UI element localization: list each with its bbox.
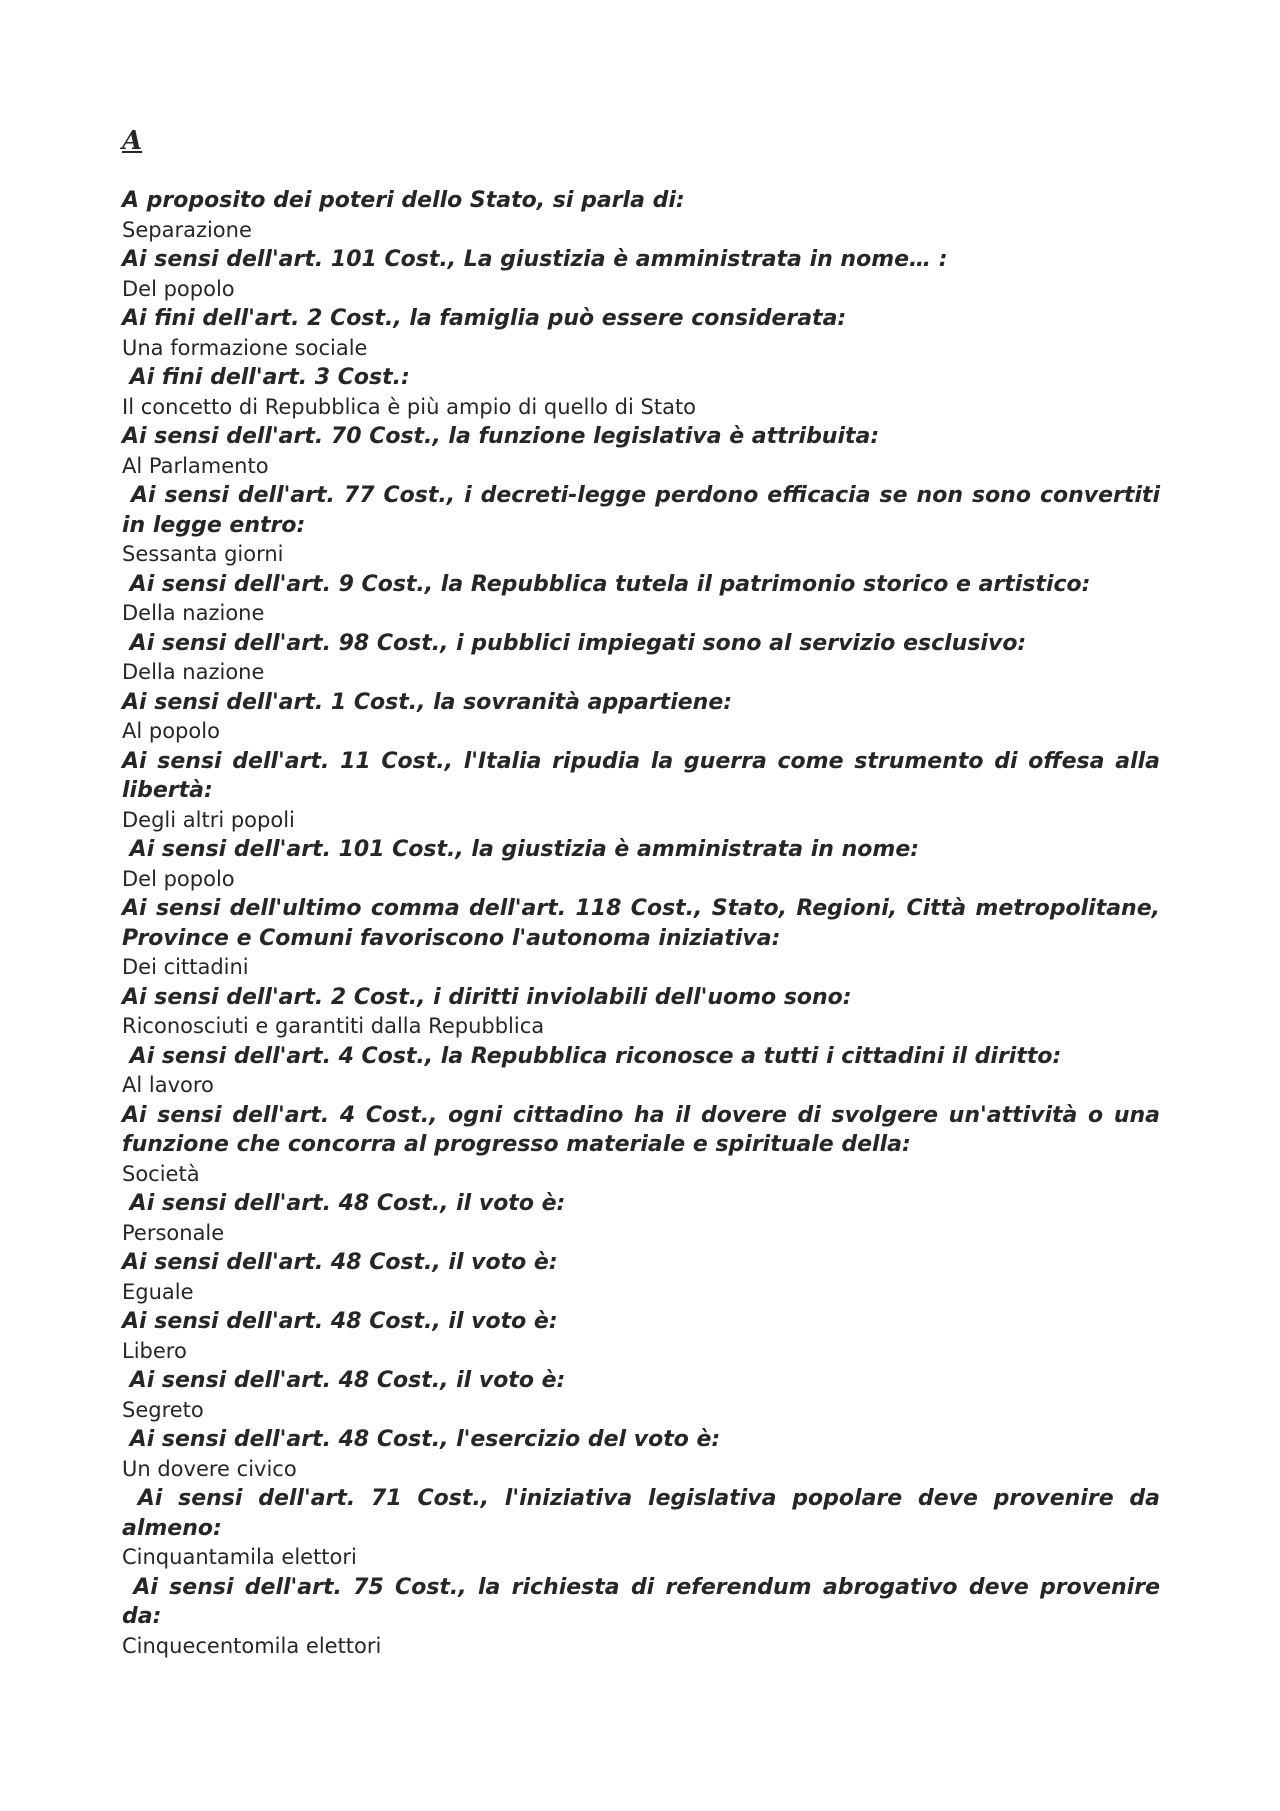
qa-item: [122, 1189, 1160, 1248]
qa-item: [122, 1573, 1168, 1662]
question-text: Ai sensi dell'art. 101 Cost., la giustizia è amministrata in nome:: [122, 837, 920, 862]
answer-text: Libero: [122, 1338, 187, 1363]
question-text: Ai sensi dell'art. 9 Cost., la Repubblica tutela il patrimonio storico e artistico:: [122, 571, 1091, 597]
question-text: Ai fini dell'art. 2 Cost., la famiglia può essere considerata:: [122, 306, 847, 331]
question-answer-list: [122, 186, 1168, 1661]
question-text: Ai sensi dell'art. 101 Cost., La giustizia è amministrata in nome… :: [122, 247, 948, 272]
qa-item: [122, 1101, 1168, 1190]
answer-text: Il concetto di Repubblica è più ampio di quello di Stato: [122, 394, 697, 419]
qa-item: [122, 1425, 1160, 1484]
document-page: [122, 124, 1168, 1661]
question-text: Ai sensi dell'art. 70 Cost., la funzione legislativa è attribuita:: [122, 424, 880, 449]
question-text: Ai sensi dell'art. 48 Cost., l'esercizio del voto è:: [122, 1427, 721, 1452]
answer-text: Al popolo: [122, 719, 220, 743]
answer-text: Al Parlamento: [122, 453, 269, 478]
question-text: Ai sensi dell'art. 75 Cost., la richiesta di referendum abrogativo deve provenire da:: [122, 1574, 1168, 1629]
qa-item: [122, 570, 1160, 629]
question-text: Ai sensi dell'art. 1 Cost., la sovranità appartiene:: [122, 689, 733, 715]
question-text: Ai sensi dell'ultimo comma dell'art. 118 Cost., Stato, Regioni, Città metropolitane, Province e Comuni favoriscono l'autonoma iniziativa:: [122, 896, 1168, 951]
answer-text: Personale: [122, 1220, 225, 1245]
qa-item: [122, 1366, 1160, 1425]
qa-item: [122, 304, 1160, 363]
question-text: Ai sensi dell'art. 11 Cost., l'Italia ripudia la guerra come strumento di offesa alla libertà:: [122, 748, 1168, 803]
qa-item: [122, 1307, 1160, 1366]
question-text: Ai sensi dell'art. 2 Cost., i diritti inviolabili dell'uomo sono:: [122, 984, 852, 1010]
answer-text: Separazione: [122, 217, 252, 242]
qa-item: [122, 1042, 1160, 1101]
question-text: Ai sensi dell'art. 4 Cost., la Repubblica riconosce a tutti i cittadini il diritto:: [122, 1043, 1062, 1069]
qa-item: [122, 835, 1160, 894]
qa-item: [122, 629, 1160, 688]
question-text: Ai sensi dell'art. 98 Cost., i pubblici impiegati sono al servizio esclusivo:: [122, 630, 1027, 656]
qa-item: [122, 481, 1168, 570]
qa-item: [122, 245, 1160, 304]
answer-text: Eguale: [122, 1279, 194, 1304]
question-text: Ai sensi dell'art. 48 Cost., il voto è:: [122, 1309, 558, 1334]
answer-text: Del popolo: [122, 276, 235, 301]
answer-text: Un dovere civico: [122, 1456, 297, 1481]
answer-text: Cinquecentomila elettori: [122, 1633, 382, 1658]
section-heading: A: [122, 126, 143, 156]
qa-item: [122, 1484, 1168, 1573]
question-text: Ai sensi dell'art. 48 Cost., il voto è:: [122, 1368, 566, 1393]
answer-text: Degli altri popoli: [122, 807, 295, 832]
answer-text: Del popolo: [122, 866, 235, 891]
answer-text: Società: [122, 1161, 200, 1186]
answer-text: Segreto: [122, 1397, 204, 1422]
question-text: Ai sensi dell'art. 77 Cost., i decreti-legge perdono efficacia se non sono convertiti in legge entro:: [122, 483, 1168, 538]
answer-text: Sessanta giorni: [122, 542, 284, 566]
answer-text: Dei cittadini: [122, 955, 249, 979]
question-text: Ai sensi dell'art. 4 Cost., ogni cittadino ha il dovere di svolgere un'attività o una funzione che concorra al progresso materiale e spirituale della:: [122, 1102, 1168, 1157]
question-text: Ai sensi dell'art. 71 Cost., l'iniziativa legislativa popolare deve provenire da almeno:: [122, 1486, 1168, 1541]
answer-text: Della nazione: [122, 601, 265, 625]
qa-item: [122, 894, 1168, 983]
qa-item: [122, 363, 1160, 422]
question-text: Ai sensi dell'art. 48 Cost., il voto è:: [122, 1250, 558, 1275]
question-text: Ai sensi dell'art. 48 Cost., il voto è:: [122, 1191, 566, 1216]
answer-text: Cinquantamila elettori: [122, 1545, 357, 1569]
qa-item: [122, 983, 1160, 1042]
question-text: Ai fini dell'art. 3 Cost.:: [122, 365, 410, 390]
question-text: A proposito dei poteri dello Stato, si parla di:: [122, 188, 685, 213]
answer-text: Riconosciuti e garantiti dalla Repubblica: [122, 1014, 545, 1038]
answer-text: Una formazione sociale: [122, 335, 368, 360]
qa-item: [122, 422, 1160, 481]
answer-text: Al lavoro: [122, 1073, 214, 1097]
qa-item: [122, 186, 1160, 245]
qa-item: [122, 688, 1160, 747]
qa-item: [122, 747, 1168, 836]
answer-text: Della nazione: [122, 660, 265, 684]
qa-item: [122, 1248, 1160, 1307]
